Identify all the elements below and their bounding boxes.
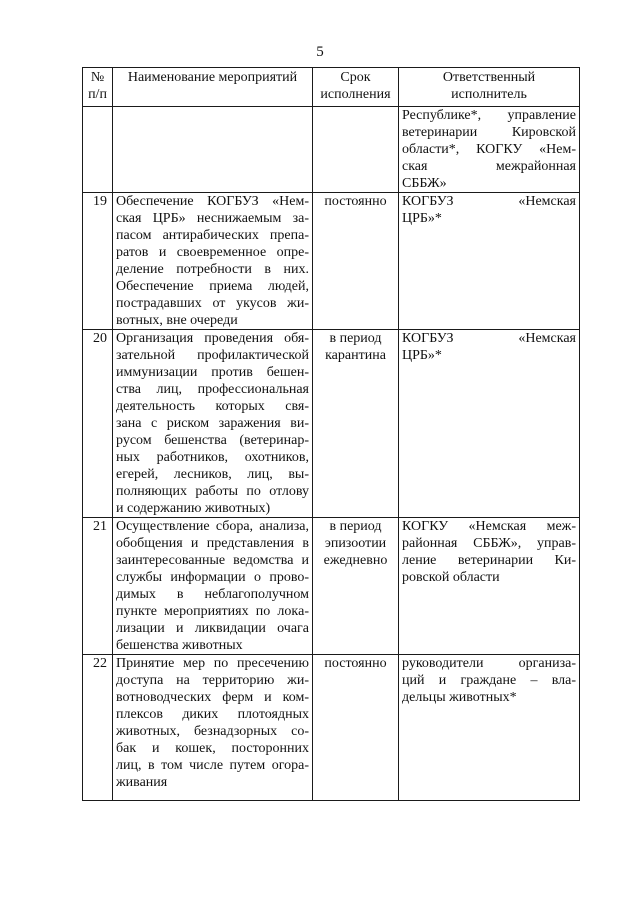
table-header-row <box>83 68 580 107</box>
table-row <box>83 655 580 801</box>
header-deadline-line: исполнения <box>320 87 391 102</box>
responsible-executor-line: ветеринарии Кировской <box>402 125 576 140</box>
activity-name <box>113 655 313 801</box>
responsible-executor <box>399 107 580 193</box>
activity-name-line: лиц, в том числе путем огора- <box>116 758 309 773</box>
activity-name-line: обобщения и представления в <box>116 536 309 551</box>
responsible-executor-line: КОГКУ «Немская меж- <box>402 519 576 534</box>
activity-name-line: зана с риском заражения ви- <box>116 416 309 431</box>
responsible-executor-line: руководители организа- <box>402 656 576 671</box>
table-row <box>83 193 580 330</box>
responsible-executor-line: области*, КОГКУ «Нем- <box>402 142 576 157</box>
activity-name-line: русом бешенства (ветеринар- <box>116 433 309 448</box>
responsible-executor-line: ЦРБ»* <box>402 211 442 226</box>
activity-name-line: деятельность которых свя- <box>116 399 309 414</box>
row-number: 20 <box>83 330 113 518</box>
row-number: 21 <box>83 518 113 655</box>
activity-name-line: зательной профилактической <box>116 348 309 363</box>
header-responsible <box>399 68 580 107</box>
page-number: 5 <box>316 44 324 60</box>
header-deadline <box>313 68 399 107</box>
activity-name-line: ных работников, охотников, <box>116 450 309 465</box>
responsible-executor-line: ЦРБ»* <box>402 348 442 363</box>
activity-name-line: ства лиц, профессиональная <box>116 382 309 397</box>
activity-name <box>113 107 313 193</box>
responsible-executor-line: Республике*, управление <box>402 108 576 123</box>
deadline <box>313 330 399 518</box>
activity-name-line: димых в неблагополучном <box>116 587 309 602</box>
activity-name-line: Осуществление сбора, анализа, <box>116 519 309 534</box>
header-number <box>83 68 113 107</box>
activity-name-line: пасом антирабических препа- <box>116 228 309 243</box>
responsible-executor-line: районная СББЖ», управ- <box>402 536 576 551</box>
responsible-executor-line: ская межрайонная <box>402 159 576 174</box>
table-row <box>83 518 580 655</box>
activity-name-line: живания <box>116 775 168 790</box>
activity-name-line: заинтересованные ведомства и <box>116 553 309 568</box>
header-activity-line: Наименование мероприятий <box>127 70 298 85</box>
deadline-line: карантина <box>325 348 386 363</box>
table-row <box>83 330 580 518</box>
row-number <box>83 107 113 193</box>
deadline <box>313 107 399 193</box>
header-responsible-line: Ответственный <box>442 70 536 85</box>
responsible-executor <box>399 330 580 518</box>
measures-table <box>82 67 580 801</box>
activity-name-line: деление потребности в них. <box>116 262 309 277</box>
activity-name-line: плексов диких плотоядных <box>116 707 309 722</box>
responsible-executor-line: КОГБУЗ «Немская <box>402 194 576 209</box>
activity-name-line: бак и кошек, посторонних <box>116 741 309 756</box>
deadline-line: постоянно <box>324 194 387 209</box>
activity-name-line: службы информации о прово- <box>116 570 309 585</box>
responsible-executor-line: дельцы животных* <box>402 690 517 705</box>
activity-name-line: лизации и ликвидации очага <box>116 621 309 636</box>
activity-name-line: Организация проведения обя- <box>116 331 309 346</box>
activity-name-line: пункте мероприятиях по локa- <box>116 604 309 619</box>
deadline-line: эпизоотии <box>324 536 387 551</box>
activity-name-line: ская ЦРБ» неснижаемым за- <box>116 211 309 226</box>
table-row <box>83 107 580 193</box>
responsible-executor-line: ций и граждане – вла- <box>402 673 576 688</box>
deadline-line: в период <box>329 331 382 346</box>
activity-name <box>113 330 313 518</box>
row-number: 19 <box>83 193 113 330</box>
activity-name-line: пострадавших от укусов жи- <box>116 296 309 311</box>
responsible-executor <box>399 655 580 801</box>
responsible-executor-line: ление ветеринарии Ки- <box>402 553 576 568</box>
header-activity-name <box>113 68 313 107</box>
responsible-executor <box>399 518 580 655</box>
deadline <box>313 655 399 801</box>
activity-name-line: вотноводческих ферм и ком- <box>116 690 309 705</box>
responsible-executor <box>399 193 580 330</box>
activity-name-line: и содержанию животных) <box>116 501 271 516</box>
activity-name-line: бешенства животных <box>116 638 243 653</box>
responsible-executor-line: КОГБУЗ «Немская <box>402 331 576 346</box>
table-body <box>83 107 580 801</box>
activity-name-line: егерей, лесников, лиц, вы- <box>116 467 309 482</box>
deadline-line: постоянно <box>324 656 387 671</box>
header-deadline-line: Срок <box>340 70 371 85</box>
activity-name-line: полняющих работы по отлову <box>116 484 309 499</box>
row-number: 22 <box>83 655 113 801</box>
header-number-line: № <box>90 70 105 85</box>
deadline <box>313 193 399 330</box>
deadline-line: ежедневно <box>323 553 388 568</box>
header-number-line: п/п <box>88 87 107 102</box>
activity-name-line: Обеспечение приема людей, <box>116 279 309 294</box>
activity-name-line: Обеспечение КОГБУЗ «Нем- <box>116 194 309 209</box>
activity-name <box>113 518 313 655</box>
activity-name-line: ратов и своевременное опре- <box>116 245 309 260</box>
activity-name-line: животных, безнадзорных со- <box>116 724 309 739</box>
deadline-line: в период <box>329 519 382 534</box>
activity-name-line: иммунизации против бешен- <box>116 365 309 380</box>
deadline <box>313 518 399 655</box>
activity-name-line: Принятие мер по пресечению <box>116 656 309 671</box>
activity-name <box>113 193 313 330</box>
activity-name-line: доступа на территорию жи- <box>116 673 309 688</box>
activity-name-line: вотных, вне очереди <box>116 313 238 328</box>
header-responsible-line: исполнитель <box>451 87 527 102</box>
responsible-executor-line: СББЖ» <box>402 176 447 191</box>
responsible-executor-line: ровской области <box>402 570 500 585</box>
